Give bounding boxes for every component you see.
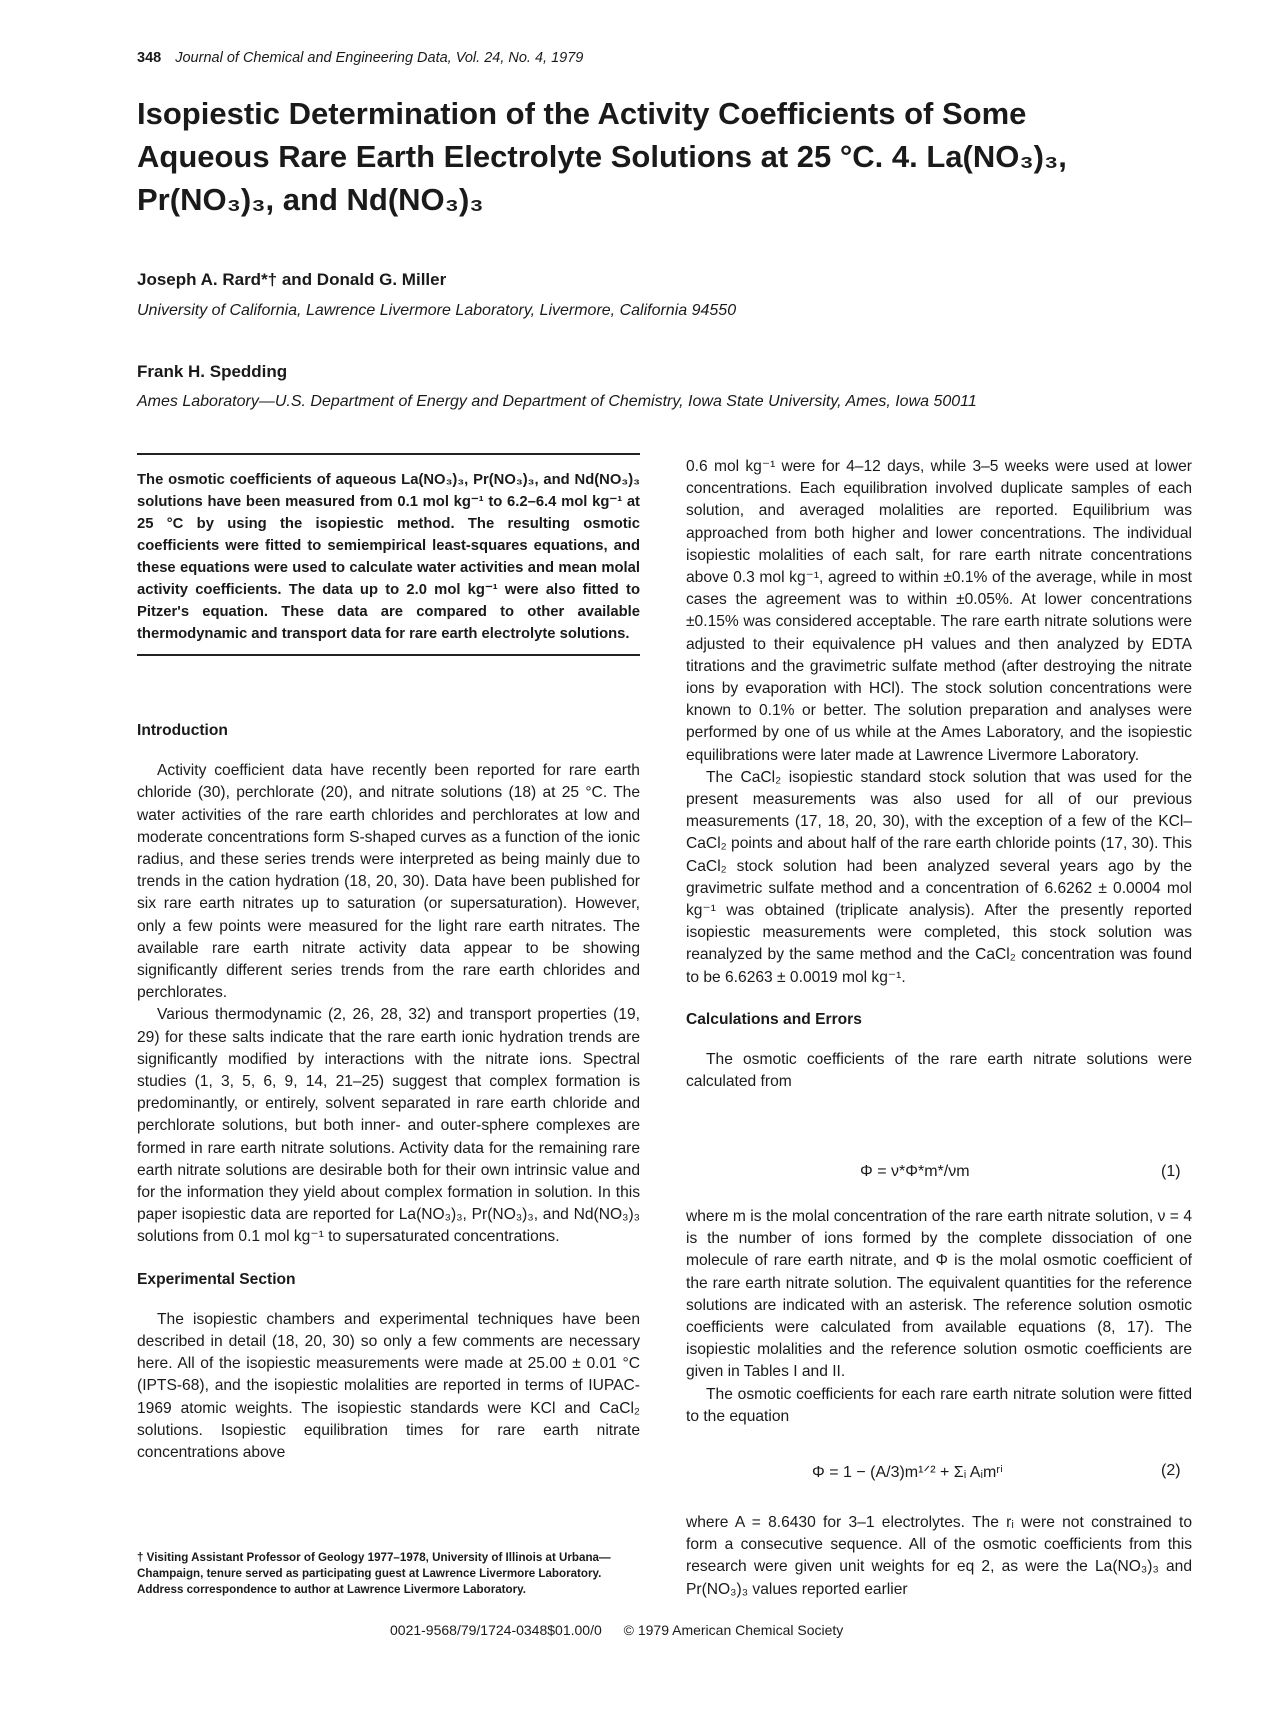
equation-2: Φ = 1 − (A/3)m¹ᐟ² + Σᵢ Aᵢmʳⁱ — [812, 1464, 1003, 1481]
running-header — [137, 50, 583, 66]
calc-paragraph-1: The osmotic coefficients of the rare earth nitrate solutions were calculated from — [686, 1051, 1192, 1091]
right-column-top — [686, 456, 1192, 1093]
authors-line-2: Frank H. Spedding — [137, 362, 288, 381]
right-column-bottom — [686, 1512, 1192, 1601]
copyright: © 1979 American Chemical Society — [623, 1622, 844, 1638]
equation-1-number: (1) — [1161, 1163, 1181, 1180]
authors-line-1: Joseph A. Rard*† and Donald G. Miller — [137, 270, 447, 289]
section-heading-calculations: Calculations and Errors — [686, 1010, 862, 1028]
left-column — [137, 720, 640, 1464]
page-number: 348 — [137, 50, 162, 66]
section-heading-experimental: Experimental Section — [137, 1270, 296, 1288]
right-column-middle — [686, 1206, 1192, 1428]
experimental-paragraph-1: The isopiestic chambers and experimental techniques have been described in detail (18, 20, 30) so only a few comments are necessary here. All of the isopiestic measurements were made at 25.00 ± 0.01 °C (IPTS-68), and the isopiestic molalities are reported in terms of IUPAC-1969 atomic weights. The isopiestic standards were KCl and CaCl₂ solutions. Isopiestic equilibration times for rare earth nitrate concentrations above — [137, 1310, 640, 1462]
section-heading-introduction: Introduction — [137, 722, 228, 739]
article-code: 0021-9568/79/1724-0348$01.00/0 — [390, 1622, 602, 1638]
calc-paragraph-3: The osmotic coefficients for each rare earth nitrate solution were fitted to the equation — [686, 1385, 1192, 1425]
calc-paragraph-4: where A = 8.6430 for 3–1 electrolytes. The rᵢ were not constrained to form a consecutive sequence. All of the osmotic coefficients from this research were given unit weights for eq 2, as were the La(NO₃)₃ and Pr(NO₃)₃ values reported earlier — [686, 1514, 1192, 1598]
bottom-line — [390, 1622, 861, 1638]
calc-paragraph-2: where m is the molal concentration of the rare earth nitrate solution, ν = 4 is the number of ions formed by the complete dissociation of one molecule of rare earth nitrate, and Φ is the molal osmotic coefficient of the rare earth nitrate solution. The equivalent quantities for the reference solutions are indicated with an asterisk. The reference solution osmotic coefficients were calculated from available equations (8, 17). The isopiestic molalities and the reference solution osmotic coefficients are given in Tables I and II. — [686, 1208, 1192, 1381]
equation-1: Φ = ν*Φ*m*/νm — [860, 1163, 970, 1180]
footnote: † Visiting Assistant Professor of Geology 1977–1978, University of Illinois at Urbana—Champaign, tenure served as participating guest at Lawrence Livermore Laboratory. Address correspondence to author at Lawrence Livermore Laboratory. — [137, 1551, 611, 1596]
journal-citation: Journal of Chemical and Engineering Data, Vol. 24, No. 4, 1979 — [175, 50, 584, 66]
right-paragraph-1: 0.6 mol kg⁻¹ were for 4–12 days, while 3–5 weeks were used at lower concentrations. Each equilibration involved duplicate samples of each solution, and averaged molalities are reported. Equilibrium was approached from both higher and lower concentrations. The individual isopiestic molalities of each salt, for rare earth nitrate concentrations above 0.3 mol kg⁻¹, agreed to within ±0.1% of the average, while in most cases the agreement was to within ±0.05%. At lower concentrations ±0.15% was considered acceptable. The rare earth nitrate solutions were adjusted to their equivalence pH values and then analyzed by EDTA titrations and the gravimetric sulfate method (after destroying the nitrate ions by evaporation with HCl). The stock solution concentrations were known to 0.1% or better. The solution preparation and analyses were performed by one of us while at the Ames Laboratory, and the isopiestic equilibrations were later made at Lawrence Livermore Laboratory. — [686, 458, 1192, 764]
affiliation-2: Ames Laboratory—U.S. Department of Energy and Department of Chemistry, Iowa State University, Ames, Iowa 50011 — [137, 393, 977, 410]
right-paragraph-2: The CaCl₂ isopiestic standard stock solution that was used for the present measurements was also used for all of our previous measurements (17, 18, 20, 30), with the exception of a few of the KCl–CaCl₂ points and about half of the rare earth chloride points (17, 30). This CaCl₂ stock solution had been analyzed several years ago by the gravimetric sulfate method and a concentration of 6.6262 ± 0.0004 mol kg⁻¹ was obtained (triplicate analysis). After the presently reported isopiestic measurements were completed, this stock solution was reanalyzed by the same method and the CaCl₂ concentration was found to be 6.6263 ± 0.0019 mol kg⁻¹. — [686, 768, 1192, 986]
intro-paragraph-2: Various thermodynamic (2, 26, 28, 32) and transport properties (19, 29) for these salts indicate that the rare earth ionic hydration trends are significantly modified by interactions with the nitrate ions. Spectral studies (1, 3, 5, 6, 9, 14, 21–25) suggest that complex formation is predominantly, or entirely, solvent separated in rare earth chloride and perchlorate solutions, but both inner- and outer-sphere complexes are formed in rare earth nitrate solutions. Activity data for the remaining rare earth nitrate solutions are desirable both for their own intrinsic value and for the information they yield about complex formation in solution. In this paper isopiestic data are reported for La(NO₃)₃, Pr(NO₃)₃, and Nd(NO₃)₃ solutions from 0.1 mol kg⁻¹ to supersaturated concentrations. — [137, 1006, 640, 1246]
affiliation-1: University of California, Lawrence Livermore Laboratory, Livermore, California 94550 — [137, 302, 737, 319]
article-title: Isopiestic Determination of the Activity Coefficients of Some Aqueous Rare Earth Electrolyte Solutions at 25 °C. 4. La(NO₃)₃, Pr(NO₃)₃, and Nd(NO₃)₃ — [137, 96, 1067, 217]
intro-paragraph-1: Activity coefficient data have recently been reported for rare earth chloride (30), perchlorate (20), and nitrate solutions (18) at 25 °C. The water activities of the rare earth chlorides and perchlorates at low and moderate concentrations form S-shaped curves as a function of the ionic radius, and these series trends were interpreted as being mainly due to trends in the cation hydration (18, 20, 30). Data have been published for six rare earth nitrates up to saturation (or supersaturation). However, only a few points were measured for the light rare earth nitrates. The available rare earth nitrate activity data appear to be showing significantly different series trends from the rare earth chlorides and perchlorates. — [137, 762, 640, 1002]
abstract: The osmotic coefficients of aqueous La(NO₃)₃, Pr(NO₃)₃, and Nd(NO₃)₃ solutions have been measured from 0.1 mol kg⁻¹ to 6.2–6.4 mol kg⁻¹ at 25 °C by using the isopiestic method. The resulting osmotic coefficients were fitted to semiempirical least-squares equations, and these equations were used to calculate water activities and mean molal activity coefficients. The data up to 2.0 mol kg⁻¹ were also fitted to Pitzer's equation. These data are compared to other available thermodynamic and transport data for rare earth electrolyte solutions. — [137, 453, 640, 656]
equation-2-number: (2) — [1161, 1462, 1181, 1479]
